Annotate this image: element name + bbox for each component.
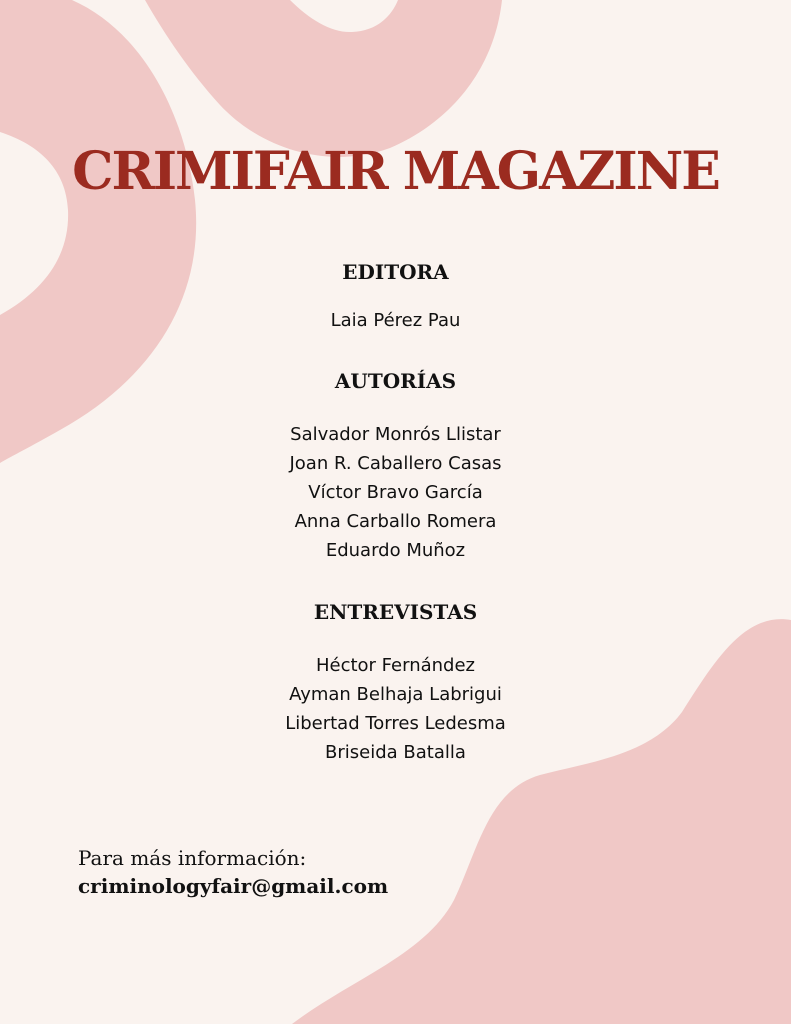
author-name: Anna Carballo Romera (294, 511, 497, 532)
author-name: Eduardo Muñoz (325, 540, 466, 561)
interviewee-name: Ayman Belhaja Labrigui (289, 684, 502, 705)
contact-email-link[interactable]: criminologyfair@gmail.com (78, 874, 389, 898)
author-name: Víctor Bravo García (308, 482, 483, 503)
author-name: Joan R. Caballero Casas (289, 453, 502, 474)
magazine-title: CRIMIFAIR MAGAZINE (72, 141, 719, 202)
editora-name-list (0, 306, 791, 335)
interviewee-name: Héctor Fernández (315, 655, 476, 676)
editor-name: Laia Pérez Pau (330, 310, 461, 331)
interviewee-name: Libertad Torres Ledesma (285, 713, 506, 734)
editora-heading: EDITORA (342, 260, 449, 284)
autorias-heading: AUTORÍAS (334, 369, 457, 393)
interviewee-name: Briseida Batalla (325, 742, 466, 763)
top-arc-blob (145, 0, 502, 157)
autorias-name-list (0, 420, 791, 565)
contact-block (78, 844, 478, 900)
author-name: Salvador Monrós Llistar (290, 424, 501, 445)
contact-label: Para más información: (78, 846, 307, 870)
entrevistas-heading: ENTREVISTAS (313, 600, 478, 624)
entrevistas-name-list (0, 651, 791, 767)
